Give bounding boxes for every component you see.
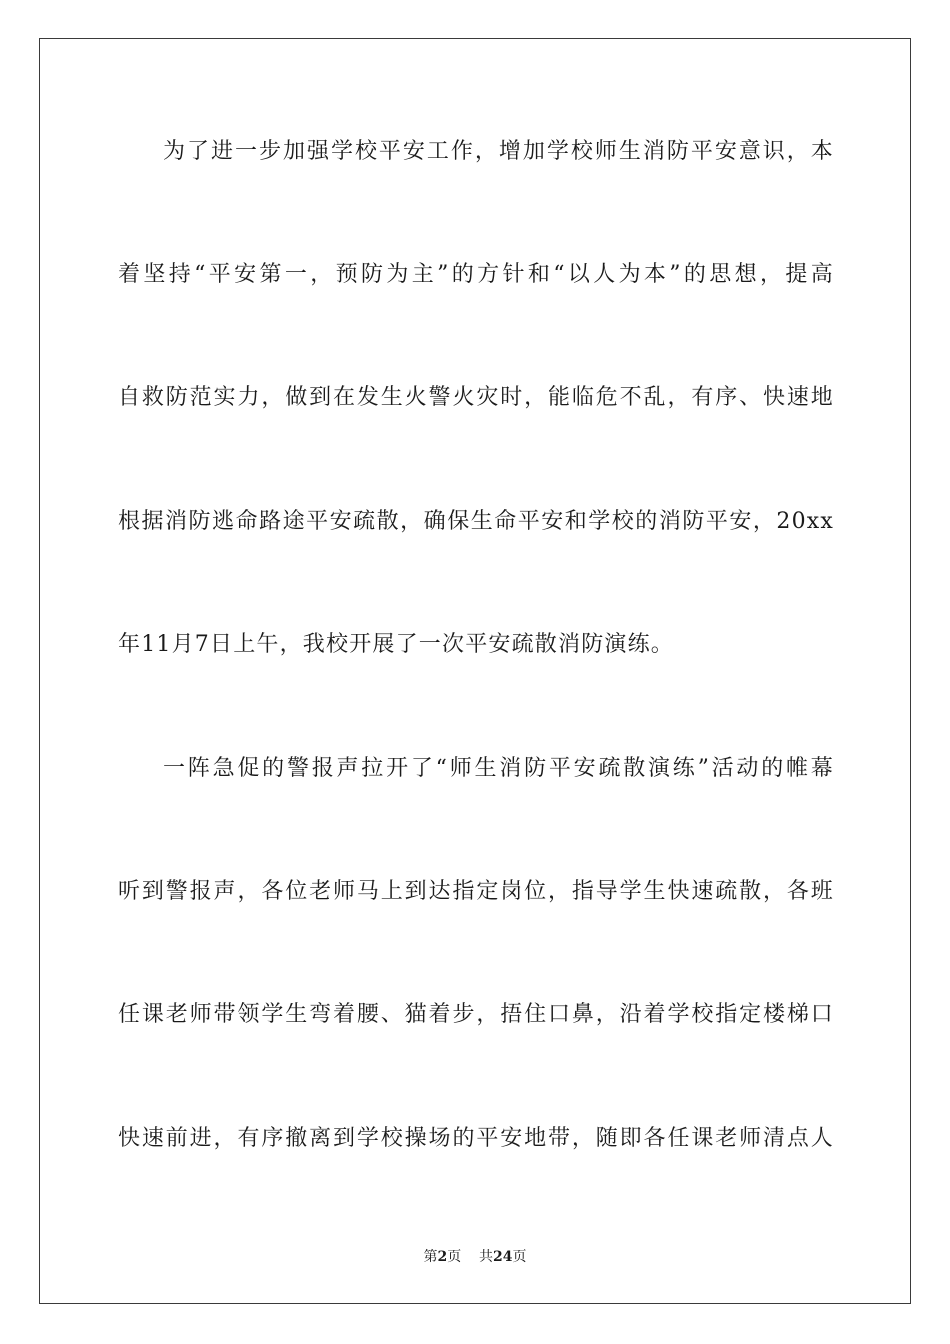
paragraph-line: 着坚持“平安第一，预防为主”的方针和“以人为本”的思想，提高 [118,262,834,287]
paragraph-line: 任课老师带领学生弯着腰、猫着步，捂住口鼻，沿着学校指定楼梯口 [118,1002,834,1027]
page-border [39,38,911,1304]
page-number-suffix: 页 [447,1249,462,1265]
current-page-number: 2 [437,1249,448,1265]
paragraph-line: 为了进一步加强学校平安工作，增加学校师生消防平安意识，本 [163,139,834,164]
paragraph-line: 听到警报声，各位老师马上到达指定岗位，指导学生快速疏散，各班 [118,879,834,904]
total-pages-suffix: 页 [512,1249,527,1265]
paragraph-line: 年11月7日上午，我校开展了一次平安疏散消防演练。 [118,632,674,657]
paragraph-line: 一阵急促的警报声拉开了“师生消防平安疏散演练”活动的帷幕 [163,756,834,781]
total-page-count: 24 [493,1249,513,1265]
paragraph-line: 快速前进，有序撤离到学校操场的平安地带，随即各任课老师清点人 [118,1126,834,1151]
page-number-prefix: 第 [423,1249,438,1265]
total-pages-prefix: 共 [479,1249,494,1265]
paragraph-line: 自救防范实力，做到在发生火警火灾时，能临危不乱，有序、快速地 [118,385,834,410]
paragraph-line: 根据消防逃命路途平安疏散，确保生命平安和学校的消防平安，20xx [118,509,834,534]
page-footer [0,1247,950,1267]
